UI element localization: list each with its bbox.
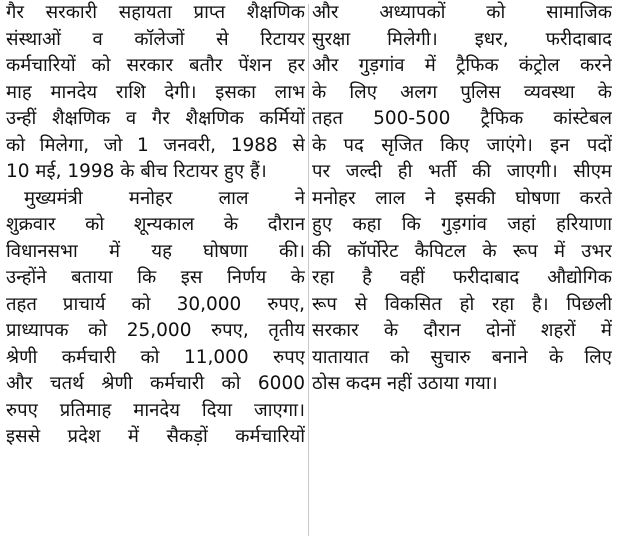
text-line: पर जल्दी ही भर्ती की जाएगी। सीएम bbox=[312, 161, 612, 182]
text-line: संस्थाओं व कॉलेजों से रिटायर bbox=[6, 28, 305, 50]
text-line: और चतर्थ श्रेणी कर्मचारी को 6000 bbox=[6, 373, 305, 394]
text-line: रहा है वहीं फरीदाबाद औद्योगिक bbox=[312, 267, 612, 288]
text-line: और अध्यापकों को सामाजिक bbox=[312, 2, 612, 23]
text-line: माह मानदेय राशि देगी। इसका लाभ bbox=[6, 81, 305, 103]
text-line: को मिलेगा, जो 1 जनवरी, 1988 से bbox=[6, 134, 305, 156]
text-line: श्रेणी कर्मचारी को 11,000 रुपए bbox=[6, 346, 305, 368]
text-line: मनोहर लाल ने इसकी घोषणा करते bbox=[312, 187, 612, 209]
text-line: उन्होंने बताया कि इस निर्णय के bbox=[6, 267, 305, 288]
text-line: के पद सृजित किए जाएंगे। इन पदों bbox=[312, 134, 612, 156]
text-line: हुए कहा कि गुड़गांव जहां हरियाणा bbox=[312, 214, 612, 235]
text-line: विधानसभा में यह घोषणा की। bbox=[6, 240, 305, 262]
article-left-column bbox=[6, 0, 305, 451]
text-line: और गुड़गांव में ट्रैफिक कंट्रोल करने bbox=[312, 55, 612, 76]
text-line: प्राध्यापक को 25,000 रुपए, तृतीय bbox=[6, 320, 305, 341]
text-line: तहत 500-500 ट्रैफिक कांस्टेबल bbox=[312, 108, 612, 129]
article-right-column bbox=[312, 0, 612, 398]
text-line: के लिए अलग पुलिस व्यवस्था के bbox=[312, 81, 612, 103]
text-line: शुक्रवार को शून्यकाल के दौरान bbox=[6, 214, 305, 235]
text-line: रूप से विकसित हो रहा है। पिछली bbox=[312, 293, 612, 315]
text-line: सरकार के दौरान दोनों शहरों में bbox=[312, 320, 612, 341]
text-line: गैर सरकारी सहायता प्राप्त शैक्षणिक bbox=[6, 2, 305, 23]
text-line: ठोस कदम नहीं उठाया गया। bbox=[312, 373, 498, 394]
text-line: रुपए प्रतिमाह मानदेय दिया जाएगा। bbox=[6, 399, 305, 421]
text-line: की कॉर्पोरेट कैपिटल के रूप में उभर bbox=[312, 240, 612, 262]
text-line: उन्हीं शैक्षणिक व गैर शैक्षणिक कर्मियों bbox=[6, 108, 305, 129]
text-line: सुरक्षा मिलेगी। इधर, फरीदाबाद bbox=[312, 28, 612, 50]
text-line: इससे प्रदेश में सैकड़ों कर्मचारियों bbox=[6, 426, 305, 447]
text-line: यातायात को सुचारु बनाने के लिए bbox=[312, 346, 612, 368]
text-line: मुख्यमंत्री मनोहर लाल ने bbox=[24, 187, 305, 209]
text-line: कर्मचारियों को सरकार बतौर पेंशन हर bbox=[6, 55, 305, 76]
text-line: तहत प्राचार्य को 30,000 रुपए, bbox=[6, 293, 305, 315]
text-line: 10 मई, 1998 के बीच रिटायर हुए हैं। bbox=[6, 161, 267, 182]
column-divider bbox=[308, 4, 309, 536]
